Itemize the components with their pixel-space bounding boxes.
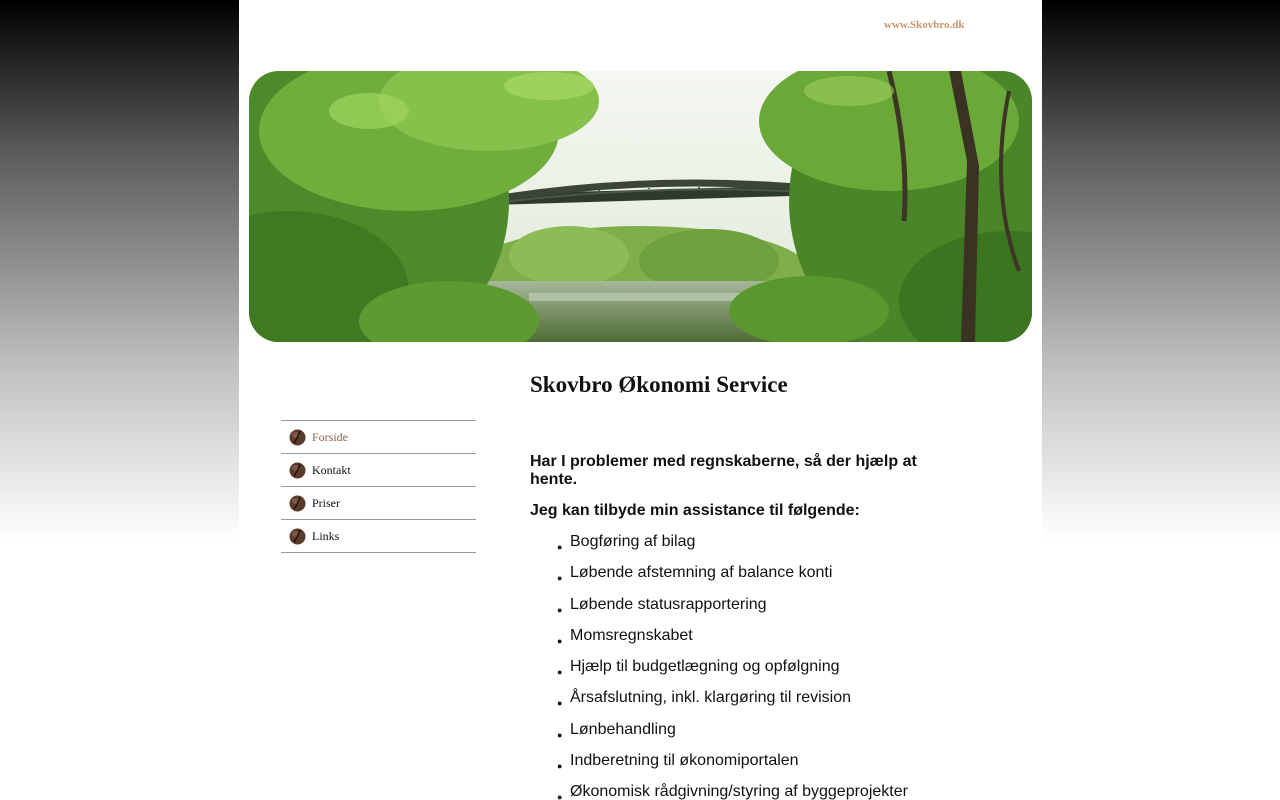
list-item (530, 721, 950, 752)
bullet-icon: ● (557, 604, 563, 615)
coffee-bean-icon (289, 528, 306, 545)
service-text: Økonomisk rådgivning/styring af byggeprojekter (570, 783, 908, 800)
nav-item-priser[interactable] (281, 487, 476, 520)
nav-label: Forside (312, 429, 348, 444)
nav-label: Links (312, 528, 340, 543)
nav-label: Kontakt (312, 462, 351, 477)
main-content (530, 371, 950, 800)
service-text: Indberetning til økonomiportalen (570, 752, 799, 770)
service-text: Løbende statusrapportering (570, 595, 767, 613)
list-item (530, 752, 950, 783)
nav-item-forside[interactable] (281, 421, 476, 454)
service-text: Momsregnskabet (570, 626, 693, 644)
list-item (530, 783, 950, 800)
site-url-link[interactable]: www.Skovbro.dk (884, 19, 965, 31)
nav-item-kontakt[interactable] (281, 454, 476, 487)
service-text: Bogføring af bilag (570, 533, 696, 550)
bullet-icon: ● (557, 729, 563, 740)
bullet-icon: ● (557, 667, 563, 678)
list-item (530, 627, 950, 658)
bullet-icon: ● (557, 635, 563, 646)
bullet-icon: ● (557, 761, 563, 772)
bullet-icon: ● (557, 698, 563, 709)
offer-heading: Jeg kan tilbyde min assistance til følgende: (530, 502, 860, 519)
intro-text: Har I problemer med regnskaberne, så der hjælp at hente. (530, 453, 917, 488)
sidebar-nav (281, 420, 476, 553)
nav-label: Priser (312, 495, 340, 510)
list-item (530, 658, 950, 689)
list-item (530, 533, 950, 564)
nav-item-links[interactable] (281, 520, 476, 553)
coffee-bean-icon (289, 495, 306, 512)
list-item (530, 596, 950, 627)
bullet-icon: ● (557, 542, 563, 552)
page-container (239, 0, 1042, 800)
coffee-bean-icon (289, 462, 306, 479)
coffee-bean-icon (289, 429, 306, 446)
service-text: Løbende afstemning af balance konti (570, 564, 833, 582)
banner-image (249, 71, 1032, 342)
service-text: Hjælp til budgetlægning og opfølgning (570, 658, 840, 676)
list-item (530, 564, 950, 595)
page-title: Skovbro Økonomi Service (530, 372, 788, 397)
service-text: Lønbehandling (570, 720, 676, 738)
services-list (530, 533, 950, 800)
service-text: Årsafslutning, inkl. klargøring til revision (570, 689, 851, 707)
bullet-icon: ● (557, 792, 563, 800)
list-item (530, 689, 950, 720)
bullet-icon: ● (557, 573, 563, 584)
